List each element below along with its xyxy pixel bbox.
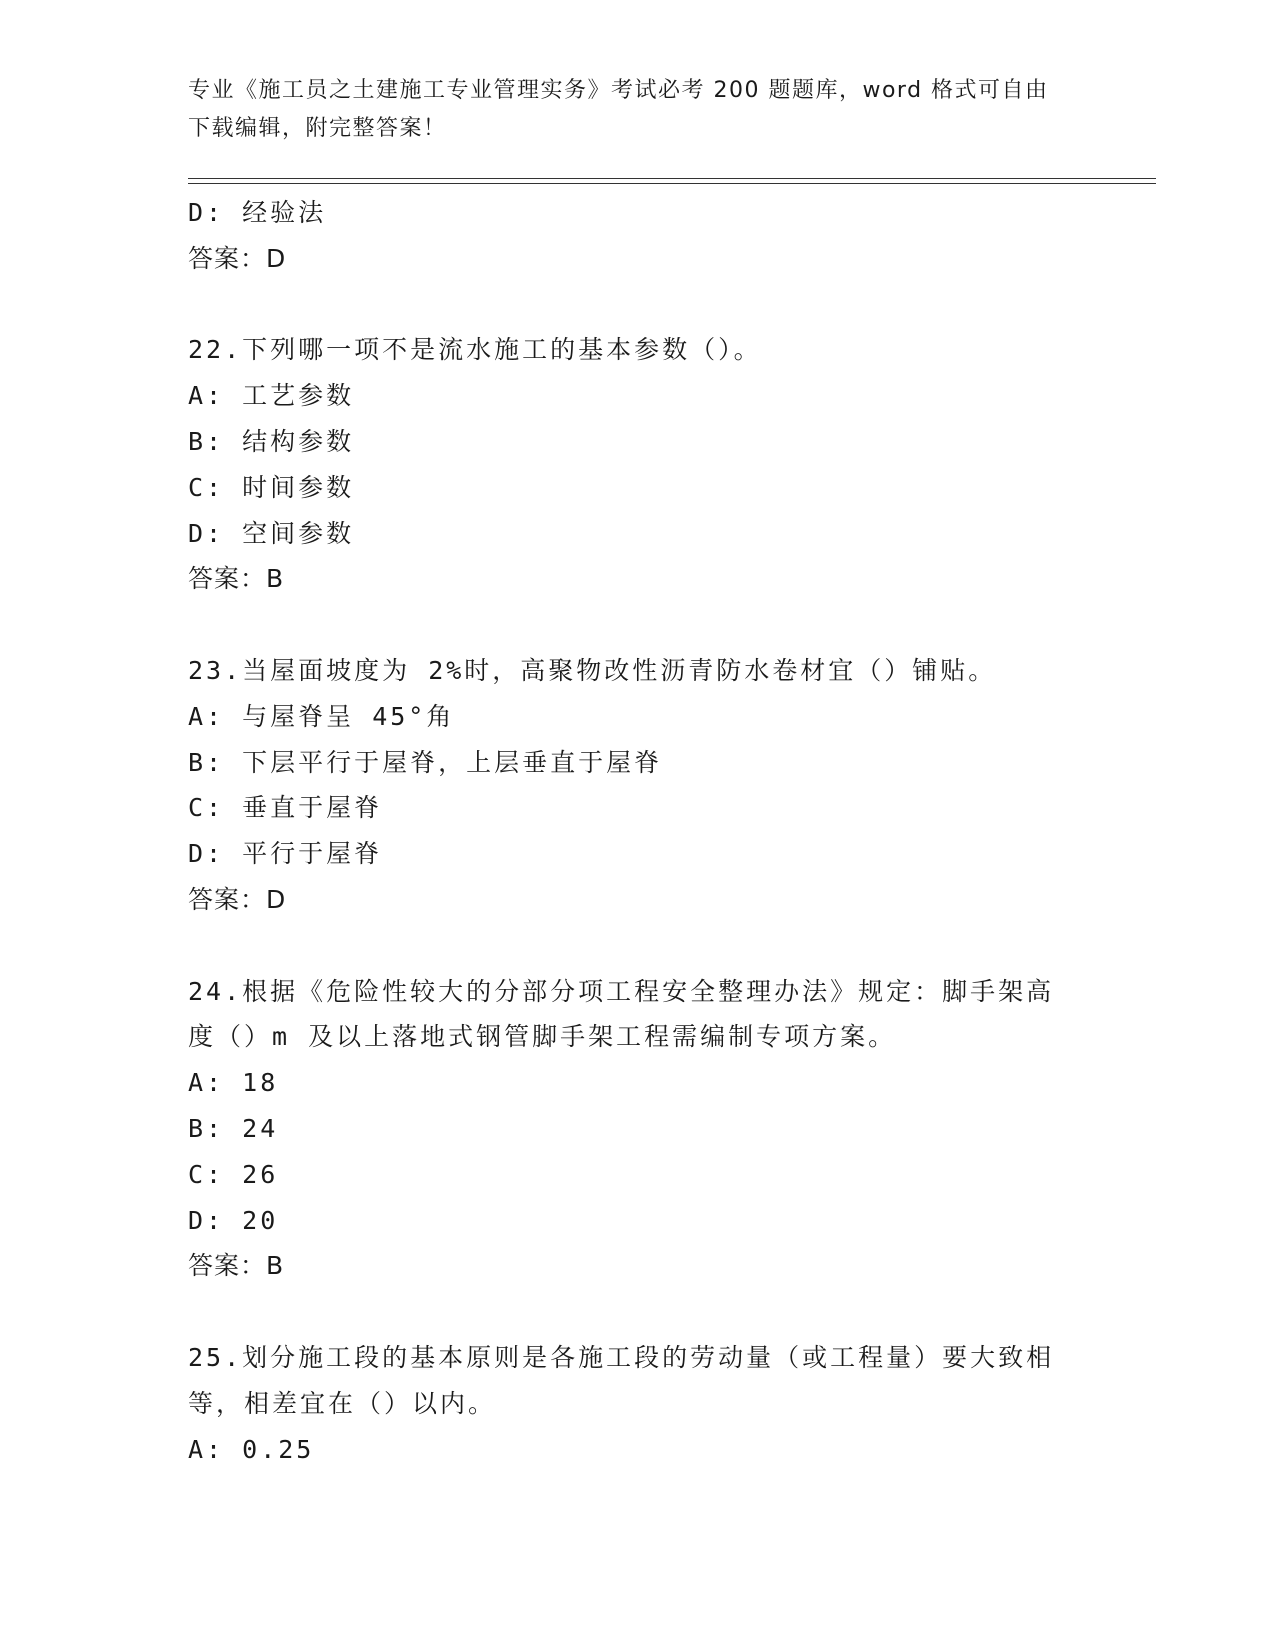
document-header <box>188 72 1088 148</box>
option-d: D: 空间参数 <box>188 518 355 548</box>
option-b: B: 24 <box>188 1113 279 1143</box>
question-list <box>188 190 1088 1472</box>
answer: 答案：D <box>188 243 287 273</box>
option-b: B: 下层平行于屋脊，上层垂直于屋脊 <box>188 747 663 777</box>
option-c: C: 垂直于屋脊 <box>188 793 383 823</box>
header-divider-thin <box>188 178 1156 179</box>
option-a: A: 0.25 <box>188 1434 315 1464</box>
header-line-1: 专业《施工员之土建施工专业管理实务》考试必考 200 题题库，word 格式可自由 <box>188 78 1049 103</box>
question-23 <box>188 648 1088 923</box>
spacer <box>188 923 1088 969</box>
question-21-tail <box>188 190 1088 282</box>
question-stem: 22.下列哪一项不是流水施工的基本参数（）。 <box>188 335 762 365</box>
question-stem-line-2: 等，相差宜在（）以内。 <box>188 1388 497 1418</box>
question-stem-line-1: 24.根据《危险性较大的分部分项工程安全整理办法》规定：脚手架高 <box>188 976 1055 1006</box>
question-25 <box>188 1335 1088 1472</box>
spacer <box>188 282 1088 328</box>
answer: 答案：B <box>188 564 285 594</box>
option-a: A: 18 <box>188 1068 279 1098</box>
option-a: A: 与屋脊呈 45°角 <box>188 701 455 731</box>
header-divider-thick <box>188 183 1156 184</box>
answer: 答案：B <box>188 1251 285 1281</box>
option-c: C: 26 <box>188 1159 279 1189</box>
spacer <box>188 1289 1088 1335</box>
option-d: D: 20 <box>188 1205 279 1235</box>
question-stem-line-2: 度（）m 及以上落地式钢管脚手架工程需编制专项方案。 <box>188 1022 897 1052</box>
question-22 <box>188 327 1088 602</box>
header-line-2: 下载编辑，附完整答案！ <box>188 116 447 141</box>
option-d: D: 经验法 <box>188 198 327 227</box>
question-stem-line-1: 25.划分施工段的基本原则是各施工段的劳动量（或工程量）要大致相 <box>188 1342 1055 1372</box>
option-b: B: 结构参数 <box>188 426 355 456</box>
question-24 <box>188 969 1088 1290</box>
option-d: D: 平行于屋脊 <box>188 839 383 869</box>
option-a: A: 工艺参数 <box>188 381 355 411</box>
answer: 答案：D <box>188 884 287 914</box>
question-stem: 23.当屋面坡度为 2%时，高聚物改性沥青防水卷材宜（）铺贴。 <box>188 655 997 685</box>
option-c: C: 时间参数 <box>188 472 355 502</box>
spacer <box>188 602 1088 648</box>
